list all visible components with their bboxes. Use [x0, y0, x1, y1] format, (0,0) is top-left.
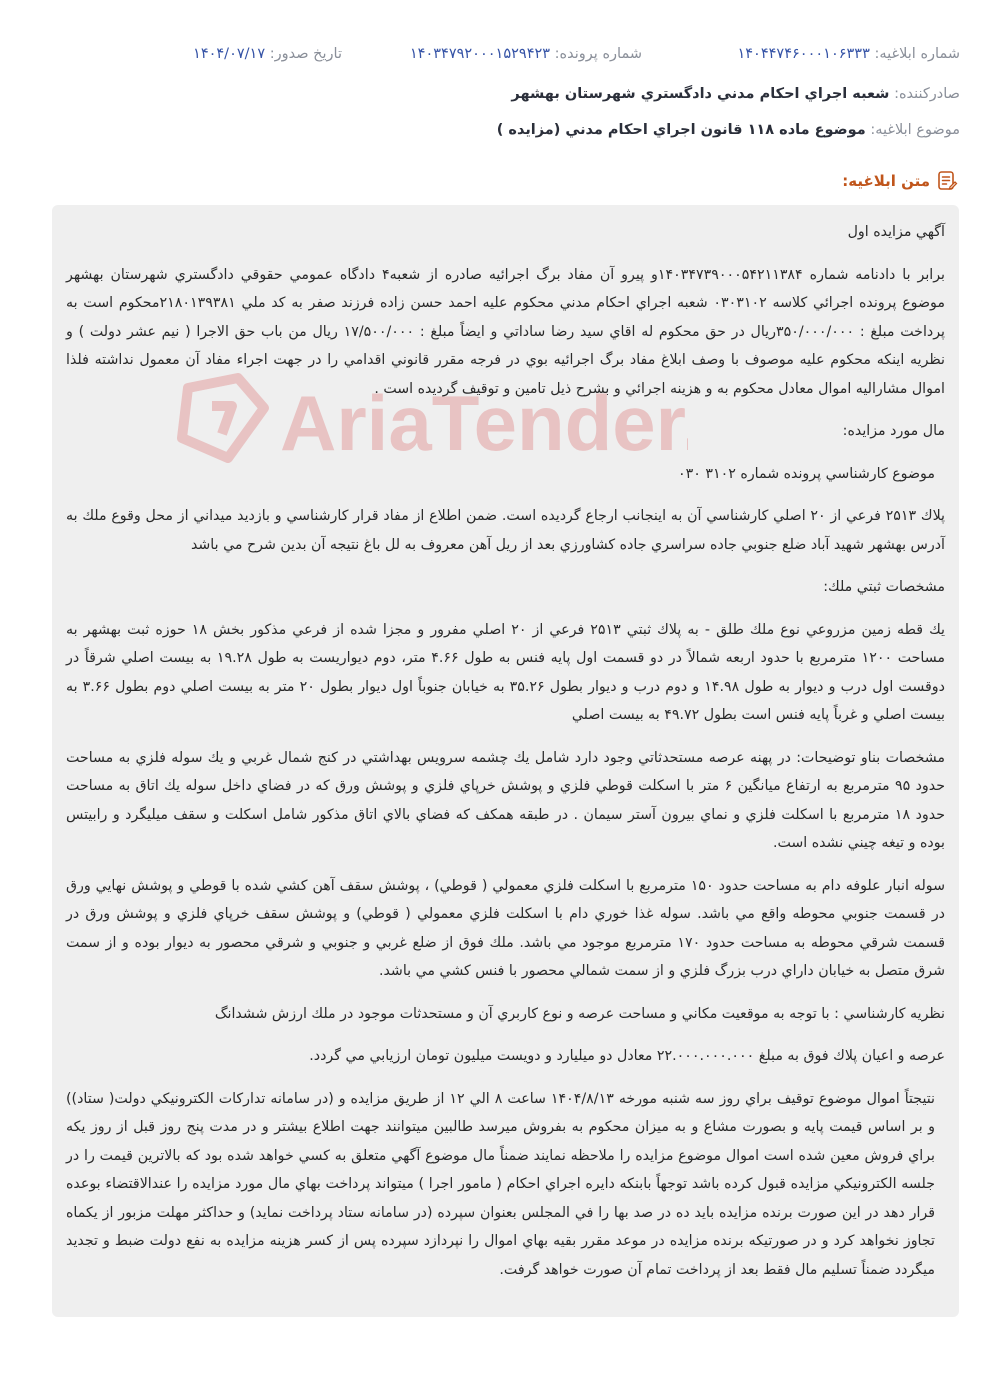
notice-number-label: شماره ابلاغيه:	[874, 46, 960, 62]
case-number: ۱۴۰۳۴۷۹۲۰۰۰۱۵۲۹۴۲۳	[409, 46, 551, 62]
body-paragraph: عرصه و اعيان پلاك فوق به مبلغ ۲۲.۰۰۰.۰۰۰.۰۰۰ معادل دو ميليارد و دويست ميليون تومان ارزيابي مي گردد.	[309, 1048, 945, 1064]
notice-body	[66, 218, 945, 1298]
body-paragraph: مال مورد مزايده:	[842, 423, 945, 439]
notice-number: ۱۴۰۴۴۷۴۶۰۰۰۱۰۶۳۳۳	[737, 46, 870, 62]
body-paragraph: مشخصات ثبتي ملك:	[823, 579, 945, 595]
subject-text: موضوع ماده ۱۱۸ قانون اجراي احکام مدني (مزايده )	[496, 122, 866, 138]
case-number-label: شماره پرونده:	[554, 46, 642, 62]
issuer-label: صادرکننده:	[894, 86, 960, 102]
body-paragraph: موضوع كارشناسي پرونده شماره ۳۱۰۲ ۰۳۰	[678, 465, 935, 482]
issue-date-group	[193, 46, 342, 62]
body-paragraph: مشخصات بناو توضيحات: در پهنه عرصه مستحدثاتي وجود دارد شامل يك چشمه سرويس بهداشتي در كنج شمال غربي و يك سوله فلزي به مساحت حدود ۹۵ مترمربع به ارتفاع ميانگين ۶ متر با اسكلت قوطي فلزي و پوشش خرپاي فلزي و پوشش ورق كه در فضاي داخل سوله يك اتاق به مساحت حدود ۱۸ مترمربع با اسكلت فلزي و نماي بيرون آستر سيمان . در طبقه همكف كه فضاي بالاي اتاق مذكور شامل اسكلت و سقف ميليگرد و رابيتس بوده و تيغه چيني نشده است.	[66, 749, 945, 851]
issue-date-label: تاريخ صدور:	[269, 46, 342, 62]
issuer-name: شعبه اجراي احکام مدني دادگستري شهرستان بهشهر	[511, 86, 890, 102]
notice-text-heading	[842, 170, 958, 192]
issuer-row	[40, 86, 960, 102]
body-paragraph: برابر با دادنامه شماره ۱۴۰۳۴۷۳۹۰۰۰۵۴۲۱۱۳۸۴و پيرو آن مفاد برگ اجرائيه صادره از شعبه۴ دادگاه عمومي حقوقي دادگستري شهرستان بهشهر موضوع پرونده اجرائي كلاسه ۰۳۰۳۱۰۲ شعبه اجراي احكام مدني محكوم عليه احمد حسن زاده فرزند صفر به كد ملي ۲۱۸۰۱۳۹۳۸۱محکوم است به پرداخت مبلغ : ۳۵۰/۰۰۰/۰۰۰ريال در حق محكوم له اقاي سيد رضا ساداتي و ايضاً مبلغ : ۱۷/۵۰۰/۰۰۰ ريال من باب حق الاجرا ( نيم عشر دولت ) و نظريه اينكه محكوم عليه موصوف با وصف ابلاغ مفاد برگ اجرائيه بوي در فرجه مقرر قانوني اقدامي را در جهت اجراء مفاد آن معمول نداشته فلذا اموال مشاراليه اموال معادل محكوم به و هزينه اجرائي و بشرح ذيل تامين و توقيف گرديده است .	[66, 266, 945, 397]
issue-date: ۱۴۰۴/۰۷/۱۷	[193, 46, 266, 62]
body-paragraph-title: آگهي مزايده اول	[847, 224, 945, 240]
body-paragraph: نظريه كارشناسي : با توجه به موقعيت مكاني و مساحت عرصه و نوع كاربري آن و مستحدثات موجود در ملك ارزش ششدانگ	[214, 1005, 945, 1022]
body-paragraph: سوله انبار علوفه دام به مساحت حدود ۱۵۰ مترمربع با اسكلت فلزي معمولي ( قوطي) ، پوشش سقف آهن كشي شده با قوطي و پوشش نهايي ورق در قسمت جنوبي محوطه واقع مي باشد. سوله غذا خوري دام با اسكلت فلزي معمولي ( قوطي) و پوشش سقف خرپاي فلزي و پوشش ورق در قسمت شرقي محوطه به مساحت حدود ۱۷۰ مترمربع موجود مي باشد. ملك فوق از ضلع غربي و جنوبي و شرقي محصور به ديوار بوده و از سمت شرق متصل به خيابان داراي درب بزرگ فلزي و از سمت شمالي محصور با فنس كشي مي باشد.	[66, 877, 945, 979]
watermark-text: AriaTender	[280, 379, 682, 467]
notice-number-group	[737, 46, 960, 62]
document-text-icon	[936, 170, 958, 192]
subject-label: موضوع ابلاغيه:	[870, 122, 960, 138]
body-paragraph: يك قطه زمين مزروعي نوع ملك طلق - به پلاك ثبتي ۲۵۱۳ فرعي از ۲۰ اصلي مفرور و مجزا شده از فرعي مذكور بخش ۱۸ حوزه ثبت بهشهر به مساحت ۱۲۰۰ مترمربع با حدود اربعه شمالاً در دو قسمت اول پايه فنس به طول ۴.۶۶ متر، دوم ديواريست به طول ۱۹.۲۸ به بيست اصلي شرقاً در دوقست اول درب و ديوار به طول ۱۴.۹۸ و دوم درب و ديوار بطول ۳۵.۲۶ به خيابان جنوباً اول ديوار بطول ۲۰ متر به بيست اصلي دوم بطول ۳.۶۶ به بيست اصلي و غرباً پايه فنس است بطول ۴۹.۷۲ به بيست اصلي	[66, 621, 945, 723]
body-paragraph: پلاك ۲۵۱۳ فرعي از ۲۰ اصلي كارشناسي آن به اينجانب ارجاع گرديده است. ضمن اطلاع از مفاد قرار كارشناسي و بازديد ميداني از محل وقوع ملك به آدرس بهشهر شهيد آباد ضلع جنوبي جاده سراسري جاده كشاورزي بعد از ريل آهن معروف به لل باغ نتيجه آن بدين شرح مي باشد	[66, 508, 945, 553]
notice-text-title: متن ابلاغيه:	[842, 172, 930, 190]
case-number-group	[410, 46, 642, 62]
subject-row	[40, 122, 960, 138]
body-paragraph: نتيجتاً اموال موضوع توقيف براي روز سه شنبه مورخه ۱۴۰۴/۸/۱۳ ساعت ۸ الي ۱۲ از طريق مزايده و (در سامانه تداركات الكترونيكي دولت( ستاد)) و بر اساس قيمت پايه و بصورت مشاع و به ميزان محكوم به بفروش ميرسد طالبين ميتوانند جهت اطلاع بيشتر و در مدت پنج روز قبل از روز يكه براي فروش معين شده است اموال موضوع مزايده را ملاحظه نمايند ضمناً مال موضوع آگهي متعلق به كسي خواهد شده بود كه بالاترين قيمت را در جلسه الكترونيكي مزايده قبول كرده باشد توجهاً بابنكه دايره اجراي احكام ( مامور اجرا ) ميتواند پرداخت بهاي مال مورد مزايده را عندالاقتضاء بوعده قرار دهد در اين صورت برنده مزايده بايد ده در صد بها را في المجلس بعنوان سپرده (در سامانه ستاد پرداخت نمايد) و حداكثر مهلت مزبور از يكماه تجاوز نخواهد كرد و در صورتيكه برنده مزايده در موعد مقرر بقيه بهاي اموال را نپردازد سپرده پس از كسر هزينه مزايده به نفع دولت ضبط و تجديد ميگردد ضمناً تسليم مال فقط بعد از پرداخت تمام آن صورت خواهد گرفت.	[66, 1090, 935, 1278]
